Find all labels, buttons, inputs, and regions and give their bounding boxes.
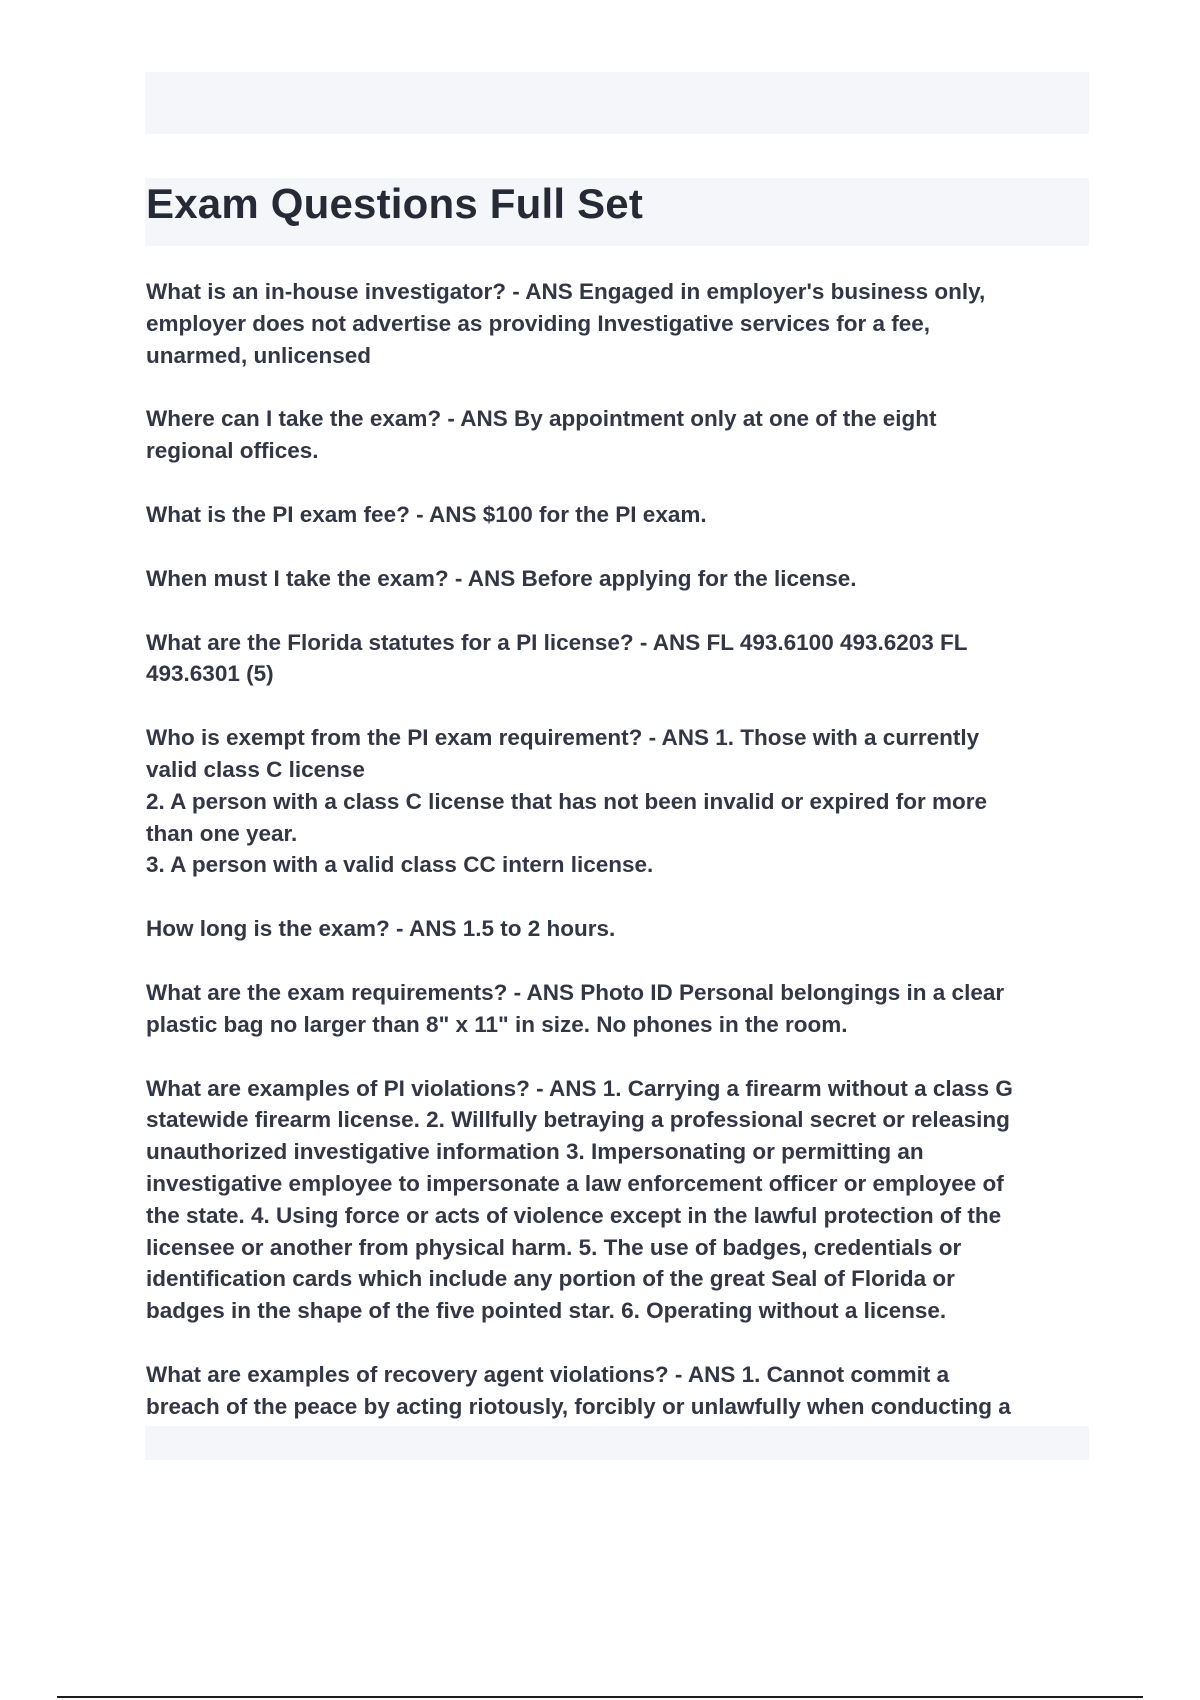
- header-band: [145, 72, 1089, 134]
- footer-rule: [57, 1696, 1143, 1698]
- qa-item-pi-violations: What are examples of PI violations? - ANS 1. Carrying a firearm without a class G statewide firearm license. 2. Willfully betraying a professional secret or releasing unauthorized investigative information 3. Impersonating or permitting an investigative employee to impersonate a law enforcement officer or employee of the state. 4. Using force or acts of violence except in the lawful protection of the licensee or another from physical harm. 5. The use of badges, credentials or identification cards which include any portion of the great Seal of Florida or badges in the shape of the five pointed star. 6. Operating without a license.: [146, 1075, 1013, 1324]
- qa-item-exam-timing: When must I take the exam? - ANS Before applying for the license.: [146, 565, 857, 591]
- qa-item-exam-location: Where can I take the exam? - ANS By appointment only at one of the eight regional offices.: [146, 406, 937, 464]
- qa-item-recovery-agent-violations: What are examples of recovery agent violations? - ANS 1. Cannot commit a breach of the peace by acting riotously, forcibly or unlawfully when conducting a: [146, 1361, 1011, 1419]
- qa-item-exam-fee: What is the PI exam fee? - ANS $100 for the PI exam.: [146, 501, 707, 527]
- qa-item-exam-duration: How long is the exam? - ANS 1.5 to 2 hours.: [146, 916, 616, 942]
- qa-item-exam-requirements: What are the exam requirements? - ANS Photo ID Personal belongings in a clear plastic bag no larger than 8" x 11" in size. No phones in the room.: [146, 979, 1005, 1037]
- page-title: Exam Questions Full Set: [146, 180, 644, 227]
- qa-item-florida-statutes: What are the Florida statutes for a PI license? - ANS FL 493.6100 493.6203 FL 493.6301 (5): [146, 629, 968, 687]
- bottom-band: [145, 1426, 1089, 1460]
- qa-item-in-house-investigator: What is an in-house investigator? - ANS Engaged in employer's business only, employer does not advertise as providing Investigative services for a fee, unarmed, unlicensed: [146, 279, 986, 368]
- qa-list: [146, 276, 1091, 1455]
- qa-item-exam-exemptions: Who is exempt from the PI exam requirement? - ANS 1. Those with a currently valid class C license 2. A person with a class C license that has not been invalid or expired for more than one year. 3. A person with a valid class CC intern license.: [146, 725, 988, 878]
